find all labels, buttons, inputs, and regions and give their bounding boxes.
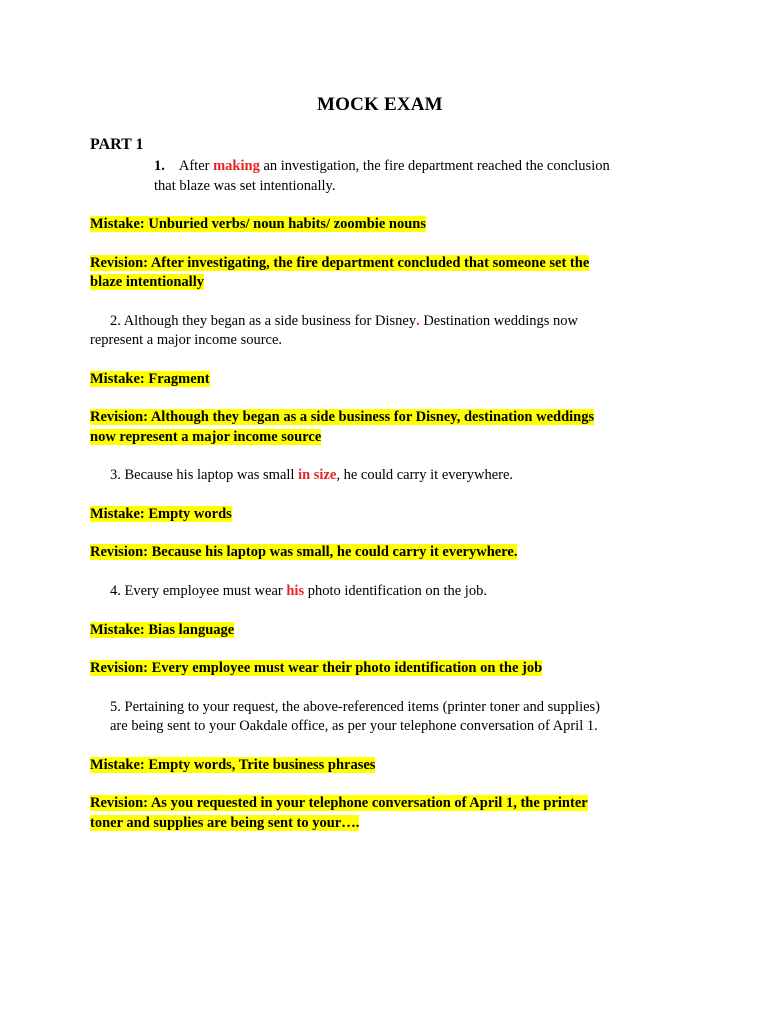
revision-3: Revision: Because his laptop was small, he could carry it everywhere.: [90, 544, 518, 560]
error-highlight: in size: [298, 467, 337, 483]
error-highlight: making: [213, 158, 260, 174]
error-highlight: .: [416, 313, 420, 329]
mistake-2: Mistake: Fragment: [90, 371, 210, 387]
question-1-line-2: that blaze was set intentionally.: [154, 178, 336, 194]
revision-5-line-1: Revision: As you requested in your telephone conversation of April 1, the printer: [90, 795, 588, 811]
question-5-line-1: 5. Pertaining to your request, the above-referenced items (printer toner and supplies): [110, 699, 601, 715]
question-4: 4. Every employee must wear his photo identification on the job.: [110, 583, 487, 599]
question-2-line-1: 2. Although they began as a side business for Disney. Destination weddings now: [110, 313, 578, 329]
page-title: MOCK EXAM: [317, 94, 443, 115]
question-number: 1.: [154, 158, 165, 174]
question-2-line-2: represent a major income source.: [90, 332, 283, 348]
question-3: 3. Because his laptop was small in size, he could carry it everywhere.: [110, 467, 514, 483]
part-heading: PART 1: [90, 136, 144, 153]
mistake-4: Mistake: Bias language: [90, 622, 235, 638]
mistake-5: Mistake: Empty words, Trite business phrases: [90, 757, 376, 773]
question-1-line-1: 1. After making an investigation, the fire department reached the conclusion: [154, 158, 610, 174]
revision-2-line-2: now represent a major income source: [90, 429, 322, 445]
question-5-line-2: are being sent to your Oakdale office, as per your telephone conversation of April 1.: [110, 718, 598, 734]
revision-5-line-2: toner and supplies are being sent to your….: [90, 815, 360, 831]
error-highlight: his: [286, 583, 305, 599]
mistake-1: Mistake: Unburied verbs/ noun habits/ zoombie nouns: [90, 216, 426, 232]
revision-4: Revision: Every employee must wear their photo identification on the job: [90, 660, 543, 676]
revision-1-line-2: blaze intentionally: [90, 274, 204, 290]
revision-2-line-1: Revision: Although they began as a side business for Disney, destination weddings: [90, 409, 595, 425]
mistake-3: Mistake: Empty words: [90, 506, 232, 522]
revision-1-line-1: Revision: After investigating, the fire department concluded that someone set the: [90, 255, 590, 271]
